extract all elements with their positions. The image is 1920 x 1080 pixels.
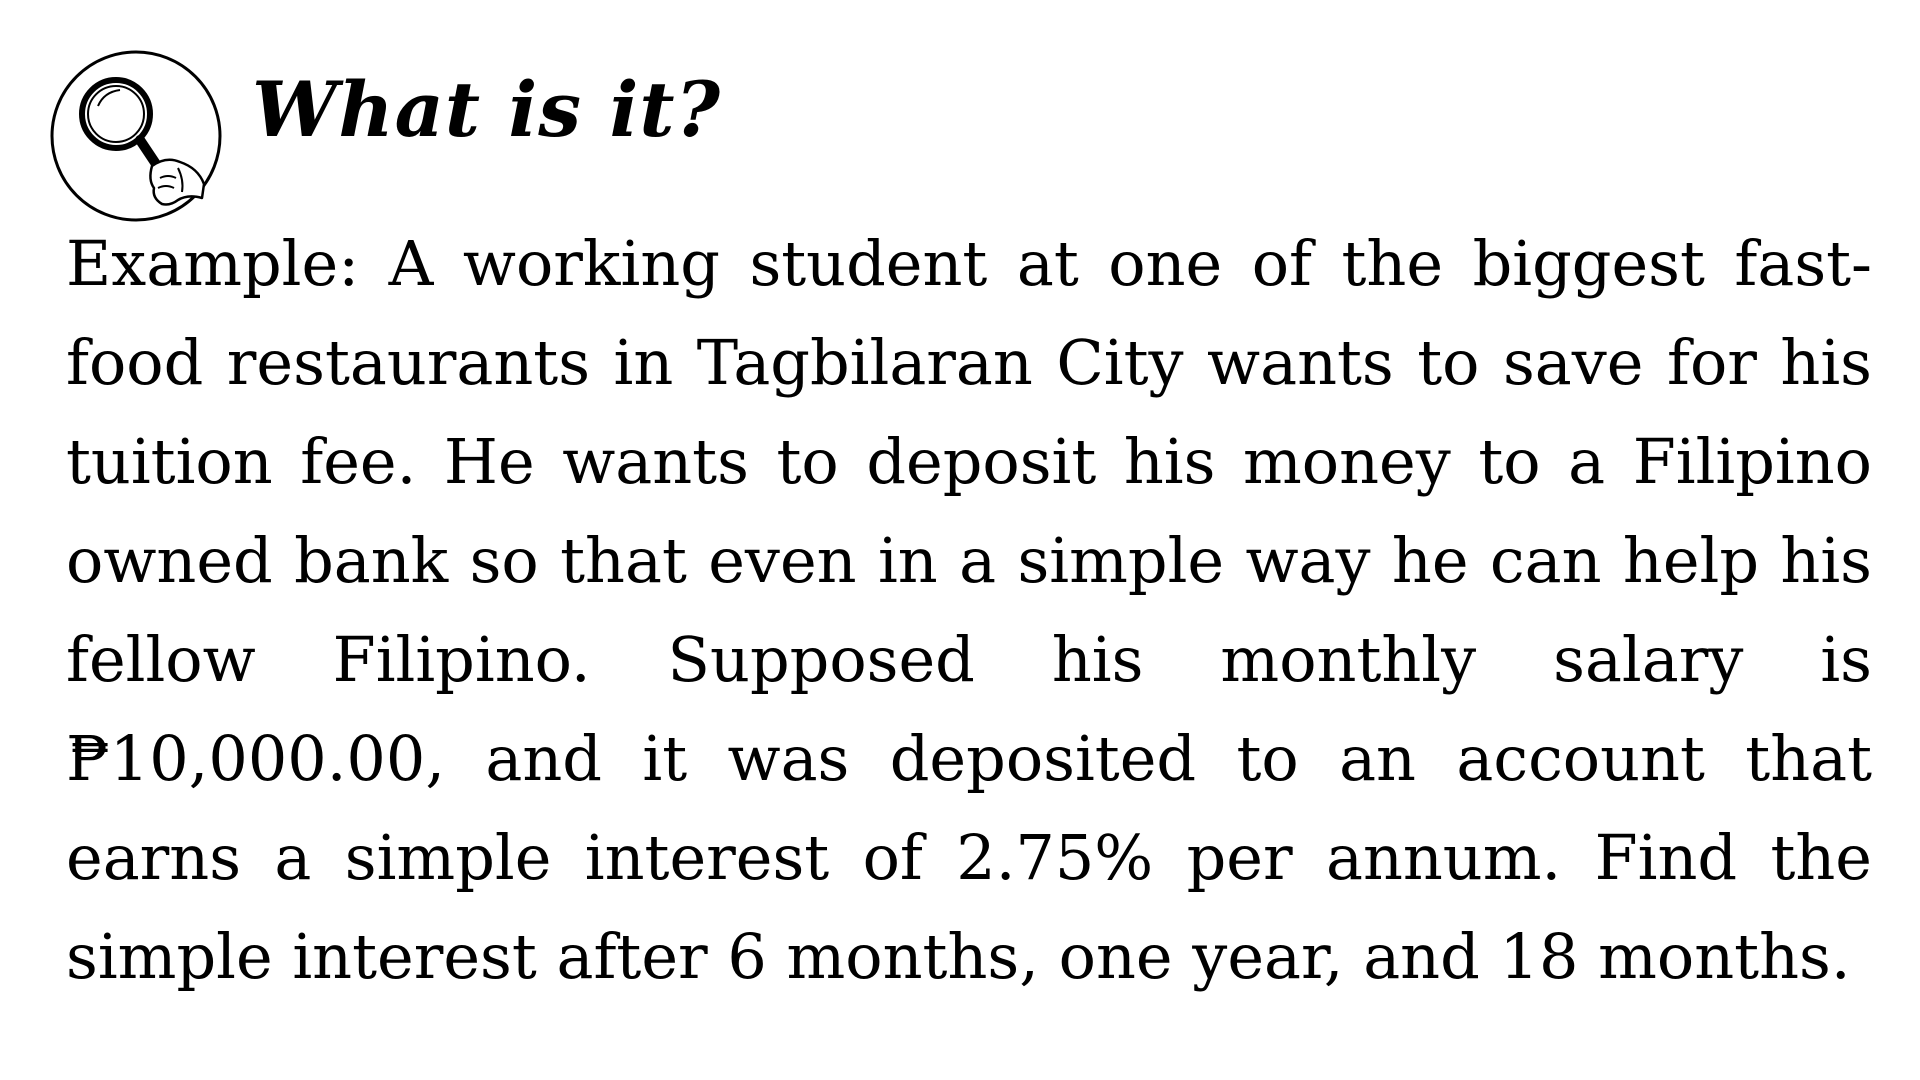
example-paragraph: Example: A working student at one of the biggest fast-food restaurants in Tagbilaran City wants to save for his tuition fee. He wants to deposit his money to a Filipino owned bank so that even in a simple way he can help his fellow Filipino. Supposed his monthly salary is ₱10,000.00, and it was deposited to an account that earns a simple interest of 2.75% per annum. Find the simple interest after 6 months, one year, and 18 months. xyxy=(66,227,1872,993)
section-header xyxy=(48,48,948,218)
magnifying-glass-icon xyxy=(48,48,224,224)
page-title: What is it? xyxy=(252,65,722,154)
